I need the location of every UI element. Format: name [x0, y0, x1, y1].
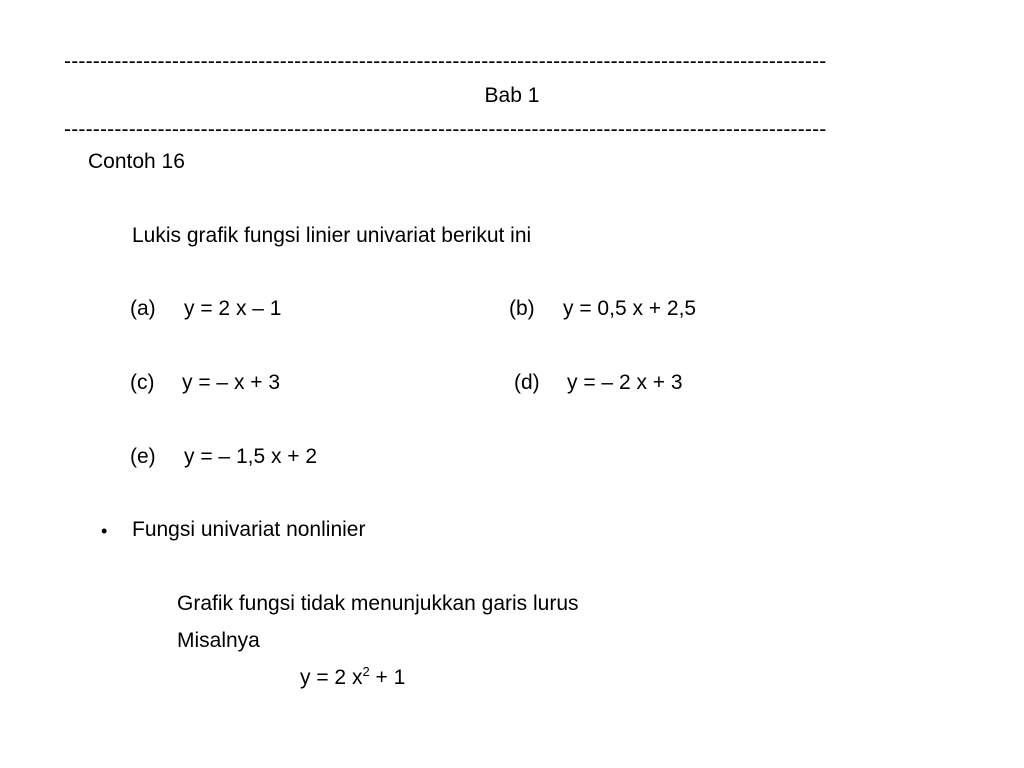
header-rule-top: ---------------------------------------------------------------------------------------------------------- [64, 50, 827, 73]
nonlinear-title: Fungsi univariat nonlinier [132, 518, 366, 541]
item-c-equation: y = – x + 3 [182, 371, 281, 394]
equation-exponent: 2 [362, 664, 370, 679]
item-c-label: (c) [130, 371, 155, 394]
example-heading: Contoh 16 [88, 150, 185, 173]
item-b-equation: y = 0,5 x + 2,5 [563, 297, 697, 320]
item-b-label: (b) [509, 297, 535, 320]
equation-tail: + 1 [369, 666, 406, 689]
item-d-equation: y = – 2 x + 3 [567, 371, 683, 394]
nonlinear-description: Grafik fungsi tidak menunjukkan garis lurus [177, 592, 579, 615]
header-rule-bottom: ---------------------------------------------------------------------------------------------------------- [64, 118, 827, 141]
item-d-label: (d) [514, 371, 540, 394]
bullet-icon: • [101, 521, 108, 541]
page-title: Bab 1 [484, 84, 540, 107]
item-a-equation: y = 2 x – 1 [184, 297, 282, 320]
item-e-equation: y = – 1,5 x + 2 [184, 445, 318, 468]
item-a-label: (a) [130, 297, 156, 320]
equation-base: y = 2 x [300, 666, 363, 689]
example-instruction: Lukis grafik fungsi linier univariat berikut ini [132, 224, 532, 247]
nonlinear-example-label: Misalnya [177, 629, 260, 652]
nonlinear-equation [300, 666, 405, 690]
item-e-label: (e) [130, 445, 156, 468]
